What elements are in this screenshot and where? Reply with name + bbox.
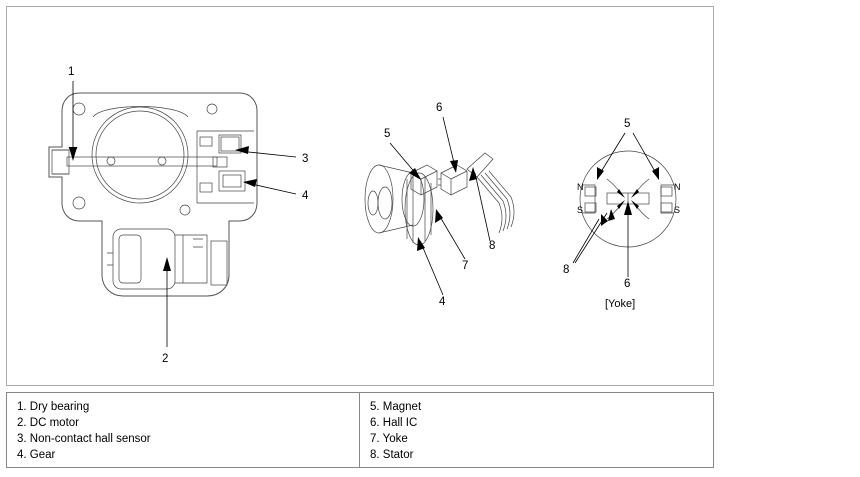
legend-item: 3. Non-contact hall sensor (17, 433, 151, 445)
callout-5-label-yoke: 5 (624, 118, 631, 130)
throttle-body-drawing (49, 66, 309, 365)
callout-8-label-mid: 8 (489, 240, 496, 252)
callout-6-label-mid: 6 (436, 102, 443, 114)
legend-item: 8. Stator (370, 449, 414, 461)
yoke-section-drawing (563, 118, 681, 310)
legend-item: 7. Yoke (370, 433, 408, 445)
motor-assembly-drawing (365, 102, 514, 308)
legend-item: 5. Magnet (370, 401, 422, 413)
legend-table (6, 392, 714, 468)
diagram-panel (6, 6, 714, 386)
pole-left-n: N (577, 182, 584, 192)
diagram-artwork (7, 7, 715, 387)
legend-column-right (360, 393, 713, 467)
callout-6-label-yoke: 6 (624, 278, 631, 290)
callout-5-label-mid: 5 (384, 128, 391, 140)
callout-4-label-left: 4 (302, 190, 309, 202)
callout-3-label: 3 (302, 153, 309, 165)
legend-item: 1. Dry bearing (17, 401, 90, 413)
callout-2-label: 2 (162, 353, 169, 365)
yoke-caption: [Yoke] (605, 298, 636, 310)
pole-right-n: N (674, 182, 681, 192)
callout-1-label: 1 (68, 66, 75, 78)
legend-item: 2. DC motor (17, 417, 79, 429)
pole-right-s: S (674, 205, 681, 215)
legend-item: 4. Gear (17, 449, 56, 461)
legend-item: 6. Hall IC (370, 417, 418, 429)
legend-column-left (7, 393, 360, 467)
callout-8-label-yoke: 8 (563, 264, 570, 276)
pole-left-s: S (577, 205, 584, 215)
callout-4-label-mid: 4 (439, 296, 446, 308)
callout-7-label-mid: 7 (462, 260, 469, 272)
